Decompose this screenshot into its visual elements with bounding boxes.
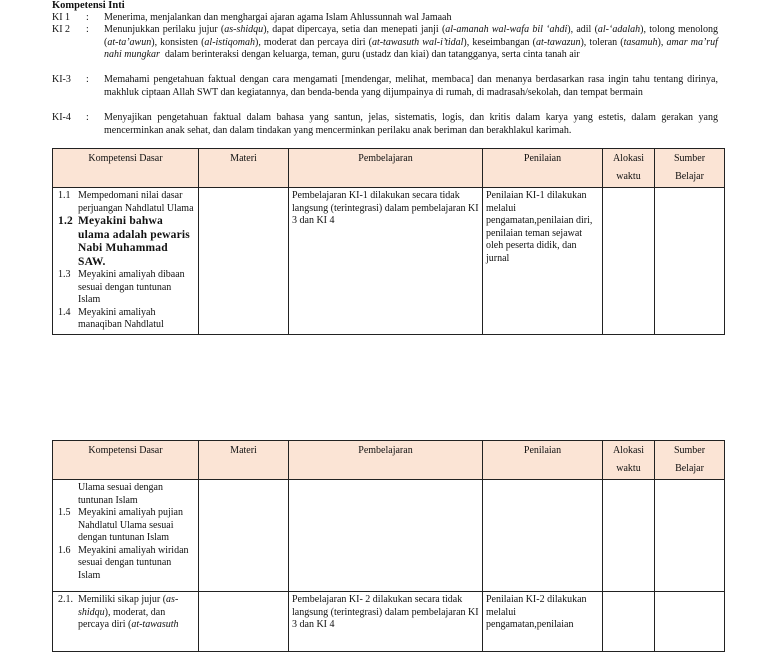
materi-cell (199, 188, 289, 335)
table-row (53, 592, 725, 652)
ki-colon: : (86, 12, 89, 23)
penilaian-cell (483, 480, 603, 592)
penilaian-cell: Penilaian KI-2 dilakukan melalui pengamatan,penilaian (483, 592, 603, 652)
kd-item: 1.3 Meyakini amaliyah dibaan sesuai dengan tuntunan Islam (58, 269, 185, 305)
header-kompetensi-dasar: Kompetensi Dasar (53, 441, 199, 480)
header-kompetensi-dasar: Kompetensi Dasar (53, 149, 199, 188)
ki-code: KI-4 (52, 112, 71, 123)
ki-text: Menunjukkan perilaku jujur (as-shidqu), dapat dipercaya, setia dan menepati janji (al-amanah wal-wafa bil ‘ahdi), adil (al-‘adalah), tolong menolong (at-ta’awun), konsisten (al-istiqomah), moderat dan percaya diri (at-tawasuth wal-i’tidal), keseimbangan (at-tawazun), toleran (tasamuh), amar ma’ruf nahi mungkar dalam berinteraksi dengan keluarga, teman, guru (ustadz dan kiai) dan tatangganya, serta cinta tanah air (104, 24, 718, 60)
kd-item: 1.1 Mempedomani nilai dasar perjuangan Nahdlatul Ulama (58, 190, 194, 214)
header-pembelajaran: Pembelajaran (289, 149, 483, 188)
ki-colon: : (86, 74, 89, 85)
header-alokasi-waktu: Alokasi waktu (603, 149, 655, 188)
kd-table-1 (52, 148, 725, 335)
ki-text: Menyajikan pengetahuan faktual dalam bahasa yang santun, jelas, sistematis, logis, dan kritis dalam karya yang estetis, dalam gerakan yang mencerminkan anak sehat, dan dalam tindakan yang mencerminkan perilaku anak beriman dan berakhlakul karimah. (104, 112, 718, 136)
pembelajaran-cell: Pembelajaran KI- 2 dilakukan secara tidak langsung (terintegrasi) dalam pembelajaran KI 3 dan KI 4 (289, 592, 483, 652)
alokasi-cell (603, 592, 655, 652)
sumber-cell (655, 592, 725, 652)
ki-3 (52, 74, 718, 99)
table-header-row (53, 149, 725, 188)
kd-item: 2.1. Memiliki sikap jujur (as-shidqu), moderat, dan percaya diri (at-tawasuth (58, 594, 179, 630)
alokasi-cell (603, 188, 655, 335)
kd-item: 1.4 Meyakini amaliyah manaqiban Nahdlatul (58, 306, 164, 330)
header-penilaian: Penilaian (483, 441, 603, 480)
ki-colon: : (86, 24, 89, 35)
kd-cell (53, 592, 199, 652)
kd-item: 1.5 Meyakini amaliyah pujian Nahdlatul Ulama sesuai dengan tuntunan Islam (58, 507, 183, 543)
header-alokasi-waktu: Alokasi waktu (603, 441, 655, 480)
kd-item: 1.6 Meyakini amaliyah wiridan sesuai dengan tuntunan Islam (58, 544, 189, 581)
kd-cell (53, 188, 199, 335)
ki-code: KI 2 (52, 24, 71, 35)
pembelajaran-cell: Pembelajaran KI-1 dilakukan secara tidak langsung (terintegrasi) dalam pembelajaran KI 3 dan KI 4 (289, 188, 483, 335)
kd-table-2 (52, 440, 725, 652)
penilaian-cell: Penilaian KI-1 dilakukan melalui pengamatan,penilaian diri, penilaian teman sejawat oleh peserta didik, dan jurnal (483, 188, 603, 335)
materi-cell (199, 592, 289, 652)
ki-code: KI 1 (52, 12, 71, 23)
header-penilaian: Penilaian (483, 149, 603, 188)
ki-text: Memahami pengetahuan faktual dengan cara mengamati [mendengar, melihat, membaca] dan menanya berdasarkan rasa ingin tahu tentang dirinya, makhluk ciptaan Allah SWT dan kegiatannya, dan benda-benda yang dijumpainya di rumah, di madrasah/sekolah, dan tempat bermain (104, 74, 718, 98)
header-sumber-belajar: Sumber Belajar (655, 441, 725, 480)
alokasi-cell (603, 480, 655, 592)
ki-code: KI-3 (52, 74, 71, 85)
materi-cell (199, 480, 289, 592)
header-materi: Materi (199, 149, 289, 188)
ki-2 (52, 24, 718, 62)
sumber-cell (655, 480, 725, 592)
header-pembelajaran: Pembelajaran (289, 441, 483, 480)
ki-1 (52, 12, 718, 25)
kd-continuation: Ulama sesuai dengan tuntunan Islam (78, 482, 163, 506)
header-materi: Materi (199, 441, 289, 480)
sumber-cell (655, 188, 725, 335)
kd-item: 1.2 Meyakini bahwa ulama adalah pewaris Nabi Muhammad SAW. (58, 215, 190, 268)
section-heading: Kompetensi Inti (52, 0, 125, 11)
header-sumber-belajar: Sumber Belajar (655, 149, 725, 188)
kd-cell (53, 480, 199, 592)
table-row (53, 480, 725, 592)
table-header-row (53, 441, 725, 480)
pembelajaran-cell (289, 480, 483, 592)
ki-text: Menerima, menjalankan dan menghargai ajaran agama Islam Ahlussunnah wal Jamaah (104, 12, 452, 23)
table-row (53, 188, 725, 335)
ki-4 (52, 112, 718, 137)
ki-colon: : (86, 112, 89, 123)
